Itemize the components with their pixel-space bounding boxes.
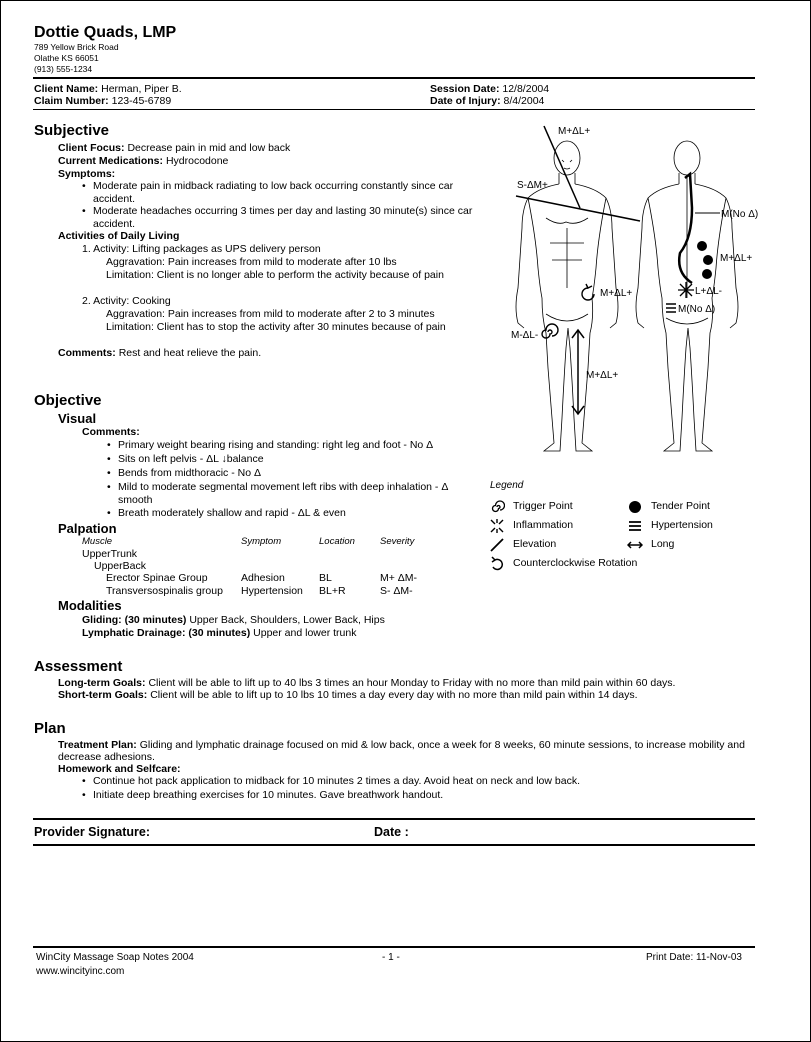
label-back-upper: M(No Δ): [721, 209, 759, 220]
homework-item: • Continue hot pack application to midback for 10 minutes 2 times a day. Avoid heat on neck and low back.: [93, 775, 580, 787]
trigger-point-icon: [489, 499, 505, 515]
label-back-lumbar: M(No Δ): [678, 304, 716, 315]
footer-app-name: WinCity Massage Soap Notes 2004: [36, 952, 194, 963]
provider-address-1: 789 Yellow Brick Road: [34, 42, 119, 52]
client-divider: [33, 109, 755, 110]
activity-limitation: Limitation: Client is no longer able to perform the activity because of pain: [106, 269, 444, 281]
plan-heading: Plan: [34, 720, 66, 737]
palpation-muscle: Transversospinalis group: [106, 585, 223, 597]
visual-comment: • Primary weight bearing rising and standing: right leg and foot - No Δ: [118, 439, 433, 451]
activity-aggravation: Aggravation: Pain increases from mild to moderate after 10 lbs: [106, 256, 397, 268]
palpation-symptom: Hypertension: [241, 585, 303, 597]
visual-comment: • Breath moderately shallow and rapid - ΔL & even: [118, 507, 346, 519]
provider-phone: (913) 555-1234: [34, 64, 93, 74]
inflammation-marker: [678, 282, 694, 298]
symptom-item: • Moderate headaches occurring 3 times per day and lasting 30 minute(s) since car accident.: [93, 205, 498, 231]
activity-limitation: Limitation: Client has to stop the activity after 30 minutes because of pain: [106, 321, 446, 333]
legend-trigger-label: Trigger Point: [513, 500, 573, 512]
modalities-heading: Modalities: [58, 598, 122, 613]
palpation-group: UpperTrunk: [82, 548, 138, 560]
client-focus: Client Focus: Decrease pain in mid and low back: [58, 142, 291, 154]
subjective-comments: Comments: Rest and heat relieve the pain.: [58, 347, 262, 359]
palpation-subgroup: UpperBack: [94, 560, 146, 572]
treatment-plan: Treatment Plan: Gliding and lymphatic drainage focused on mid & low back, once a week for 8 weeks, 60 minute sessions, to increase mobility and decrease adhesions.: [58, 739, 745, 763]
current-medications: Current Medications: Hydrocodone: [58, 155, 229, 167]
short-term-goals: Short-term Goals: Client will be able to lift up to 10 lbs 10 times a day every day with no more than mild pain within 14 days.: [58, 689, 638, 701]
palpation-col-muscle: Muscle: [82, 536, 113, 547]
legend-ccw-label: Counterclockwise Rotation: [513, 557, 638, 569]
subjective-heading: Subjective: [34, 122, 110, 139]
visual-heading: Visual: [58, 411, 97, 426]
session-date-row: Session Date: 12/8/2004: [430, 83, 550, 95]
claim-number-row: Claim Number: 123-45-6789: [34, 95, 172, 107]
label-front-leg: M+ΔL+: [586, 370, 619, 381]
palpation-symptom: Adhesion: [241, 572, 285, 584]
adl-label: Activities of Daily Living: [58, 230, 180, 242]
visual-comment: • Mild to moderate segmental movement left ribs with deep inhalation - Δ smooth: [118, 481, 463, 507]
signature-divider-top: [33, 818, 755, 820]
objective-heading: Objective: [34, 392, 102, 409]
tender-point: [697, 241, 707, 251]
provider-name: Dottie Quads, LMP: [34, 24, 177, 41]
hypertension-icon: [627, 518, 643, 534]
palpation-location: BL+R: [319, 585, 346, 597]
footer-print-date: Print Date: 11-Nov-03: [646, 952, 742, 963]
label-neck: M+ΔL+: [558, 126, 591, 137]
footer-url[interactable]: www.wincityinc.com: [36, 966, 125, 977]
date-label: Date :: [374, 825, 409, 839]
label-shoulder: S-ΔM+: [517, 180, 548, 191]
palpation-location: BL: [319, 572, 332, 584]
elevation-line: [516, 196, 640, 221]
visual-comment: • Sits on left pelvis - ΔL ↓balance: [118, 453, 264, 465]
modality-lymphatic: Lymphatic Drainage: (30 minutes) Upper and lower trunk: [82, 627, 357, 639]
client-name-row: Client Name: Herman, Piper B.: [34, 83, 182, 95]
activity-aggravation: Aggravation: Pain increases from mild to moderate after 2 to 3 minutes: [106, 308, 435, 320]
legend-hypertension-label: Hypertension: [651, 519, 713, 531]
counterclockwise-rotation-icon: [489, 556, 505, 572]
label-back-low: L+ΔL-: [695, 286, 722, 297]
long-icon: [627, 537, 643, 553]
label-front-thigh: M-ΔL-: [511, 330, 539, 341]
palpation-severity: M+ ΔM-: [380, 572, 418, 584]
elevation-line: [544, 126, 580, 208]
homework-label: Homework and Selfcare:: [58, 763, 181, 775]
symptoms-label: Symptoms:: [58, 168, 116, 180]
elevation-icon: [489, 537, 505, 553]
activity-title: 1. Activity: Lifting packages as UPS delivery person: [82, 243, 321, 255]
activity-title: 2. Activity: Cooking: [82, 295, 171, 307]
modality-gliding: Gliding: (30 minutes) Upper Back, Shoulders, Lower Back, Hips: [82, 614, 385, 626]
assessment-heading: Assessment: [34, 658, 123, 675]
hypertension-marker: [679, 174, 692, 283]
tender-point: [703, 255, 713, 265]
provider-signature-label: Provider Signature:: [34, 825, 150, 839]
palpation-col-symptom: Symptom: [241, 536, 282, 547]
legend-elevation-label: Elevation: [513, 538, 557, 550]
hypertension-bars: [666, 304, 676, 312]
label-front-hip: M+ΔL+: [600, 288, 633, 299]
back-body-figure: [636, 141, 738, 451]
footer-divider: [33, 946, 755, 948]
legend-inflammation-label: Inflammation: [513, 519, 574, 531]
ccw-rotation-marker: [582, 284, 594, 300]
provider-address-2: Olathe KS 66051: [34, 53, 99, 63]
footer-page-number: - 1 -: [382, 952, 400, 963]
palpation-heading: Palpation: [58, 521, 117, 536]
inflammation-icon: [489, 518, 505, 534]
tender-point: [702, 269, 712, 279]
palpation-col-location: Location: [319, 536, 355, 547]
symptom-item: • Moderate pain in midback radiating to low back occurring constantly since car accident.: [93, 180, 488, 206]
palpation-severity: S- ΔM-: [380, 585, 413, 597]
visual-comments-label: Comments:: [82, 426, 140, 438]
homework-item: • Initiate deep breathing exercises for 10 minutes. Gave breathwork handout.: [93, 789, 443, 801]
legend-title: Legend: [490, 480, 524, 491]
long-term-goals: Long-term Goals: Client will be able to lift up to 40 lbs 3 times an hour Monday to Friday with no more than mild pain within 60 days.: [58, 677, 676, 689]
signature-divider-bottom: [33, 844, 755, 846]
visual-comment: • Bends from midthoracic - No Δ: [118, 467, 261, 479]
injury-date-row: Date of Injury: 8/4/2004: [430, 95, 545, 107]
legend-long-label: Long: [651, 538, 675, 550]
palpation-muscle: Erector Spinae Group: [106, 572, 208, 584]
palpation-col-severity: Severity: [380, 536, 415, 547]
tender-point-icon: [627, 499, 643, 515]
body-diagram: [480, 118, 780, 470]
label-back-mid: M+ΔL+: [720, 253, 753, 264]
header-divider: [33, 77, 755, 79]
legend-tender-label: Tender Point: [651, 500, 710, 512]
